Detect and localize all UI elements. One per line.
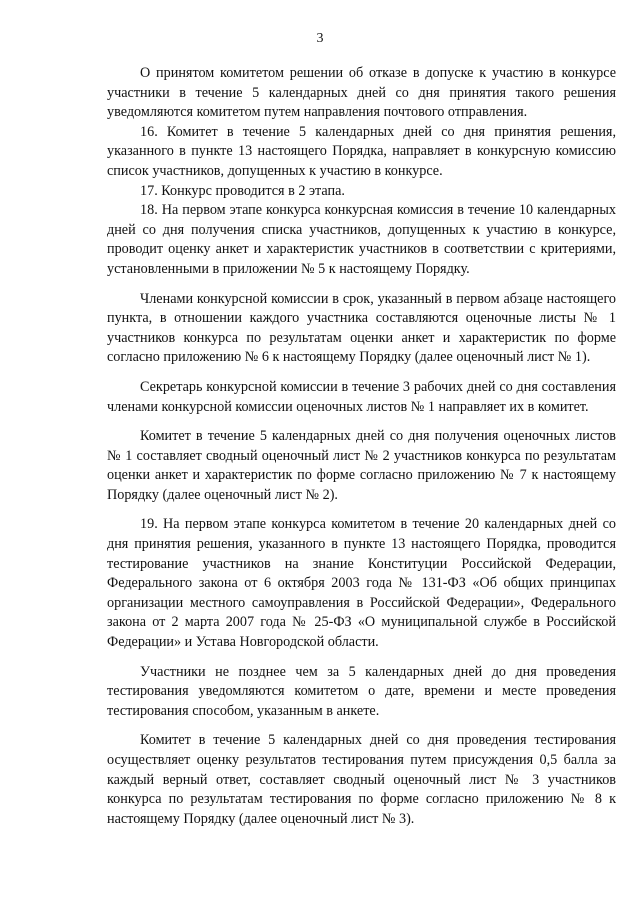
paragraph-18-secretary: Секретарь конкурсной комиссии в течение 3 рабочих дней со дня составления членами конкурсной комиссии оценочных листов № 1 направляет их в комитет. <box>107 378 616 415</box>
paragraph-19-evaluation: Комитет в течение 5 календарных дней со дня проведения тестирования осуществляет оценку результатов тестирования путем присуждения 0,5 балла за каждый верный ответ, составляет сводный оценочный лист № 3 участников конкурса по результатам тестирования по форме согласно приложению № 8 к настоящему Порядку (далее оценочный лист № 3). <box>107 732 616 827</box>
page-number: 3 <box>316 31 324 46</box>
paragraph-refusal-notice: О принятом комитетом решении об отказе в допуске к участию в конкурсе участники в течение 5 календарных дней со дня принятия такого решения уведомляются комитетом путем направления почтового отправления. <box>107 65 616 121</box>
paragraph-19-notification: Участники не позднее чем за 5 календарных дней до дня проведения тестирования уведомляются комитетом о дате, времени и месте проведения тестирования способом, указанным в анкете. <box>107 663 616 719</box>
paragraph-16: 16. Комитет в течение 5 календарных дней со дня принятия решения, указанного в пункте 13 настоящего Порядка, направляет в конкурсную комиссию список участников, допущенных к участию в конкурсе. <box>107 123 616 179</box>
paragraph-17: 17. Конкурс проводится в 2 этапа. <box>140 182 345 199</box>
paragraph-18-members: Членами конкурсной комиссии в срок, указанный в первом абзаце настоящего пункта, в отношении каждого участника составляются оценочные листы № 1 участников конкурса по результатам оценки анкет и характеристик по форме согласно приложению № 6 к настоящему Порядку (далее оценочный лист № 1). <box>107 290 616 366</box>
paragraph-18: 18. На первом этапе конкурса конкурсная комиссия в течение 10 календарных дней со дня получения списка участников, допущенных к участию в конкурсе, проводит оценку анкет и характеристик участников в соответствии с критериями, установленными в приложении № 5 к настоящему Порядку. <box>107 202 616 277</box>
paragraph-18-committee: Комитет в течение 5 календарных дней со дня получения оценочных листов № 1 составляет сводный оценочный лист № 2 участников конкурса по результатам оценки анкет и характеристик по форме согласно приложению № 7 к настоящему Порядку (далее оценочный лист № 2). <box>107 428 616 503</box>
paragraph-19: 19. На первом этапе конкурса комитетом в течение 20 календарных дней со дня принятия решения, указанного в пункте 13 настоящего Порядка, проводится тестирование участников на знание Конституции Российской Федерации, Федерального закона от 6 октября 2003 года № 131-ФЗ «Об общих принципах организации местного самоуправления в Российской Федерации», Федерального закона от 2 марта 2007 года № 25-ФЗ «О муниципальной службе в Российской Федерации» и Устава Новгородской области. <box>107 516 616 651</box>
document-body <box>107 64 616 829</box>
